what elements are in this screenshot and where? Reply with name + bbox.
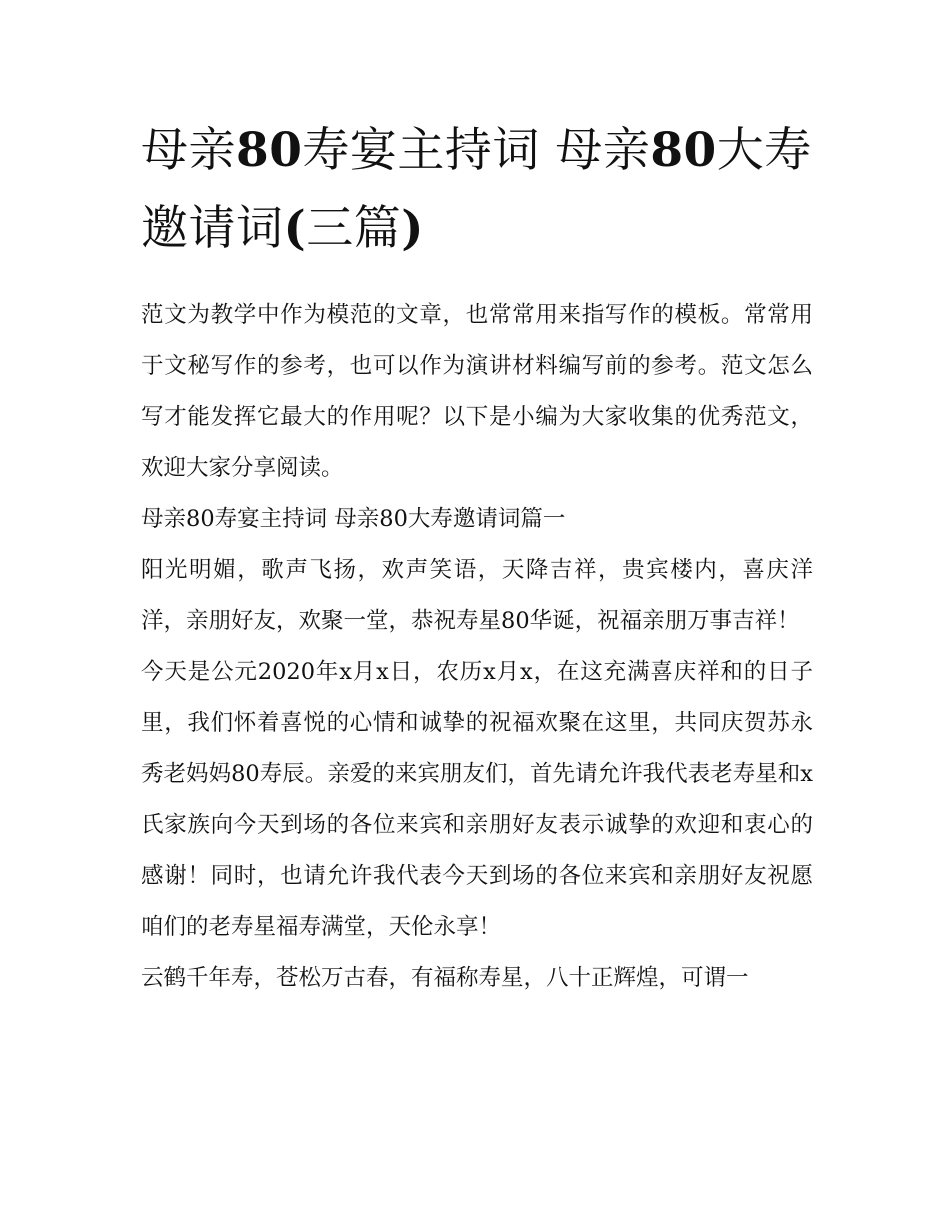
document-title: 母亲80寿宴主持词 母亲80大寿邀请词(三篇) bbox=[141, 123, 812, 256]
intro-paragraph: 范文为教学中作为模范的文章，也常常用来指写作的模板。常常用于文秘写作的参考，也可以作为演讲材料编写前的参考。范文怎么写才能发挥它最大的作用呢？以下是小编为大家收集的优秀范文，欢迎大家分享阅读。 bbox=[141, 302, 813, 481]
body-paragraph: 阳光明媚，歌声飞扬，欢声笑语，天降吉祥，贵宾楼内，喜庆洋洋，亲朋好友，欢聚一堂，恭祝寿星80华诞，祝福亲朋万事吉祥！ bbox=[141, 557, 813, 634]
document-content bbox=[141, 112, 813, 1004]
body-paragraph: 云鹤千年寿，苍松万古春，有福称寿星，八十正辉煌，可谓一 bbox=[141, 965, 749, 991]
body-paragraph: 今天是公元2020年x月x日，农历x月x，在这充满喜庆祥和的日子里，我们怀着喜悦的心情和诚挚的祝福欢聚在这里，共同庆贺苏永秀老妈妈80寿辰。亲爱的来宾朋友们，首先请允许我代表老寿星和x氏家族向今天到场的各位来宾和亲朋好友表示诚挚的欢迎和衷心的感谢！同时，也请允许我代表今天到场的各位来宾和亲朋好友祝愿咱们的老寿星福寿满堂，天伦永享！ bbox=[141, 659, 813, 940]
section-heading: 母亲80寿宴主持词 母亲80大寿邀请词篇一 bbox=[141, 506, 566, 532]
document-body bbox=[141, 290, 813, 1004]
